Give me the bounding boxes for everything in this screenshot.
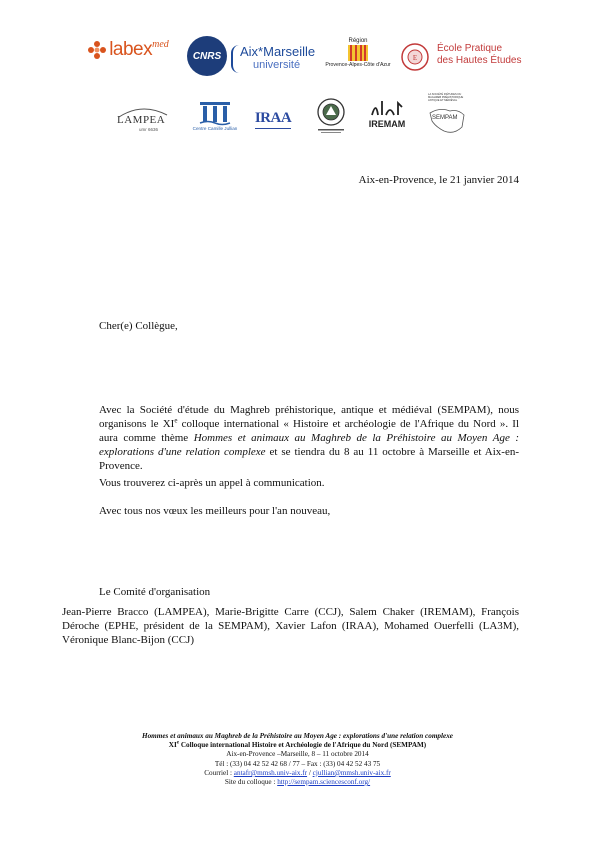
footer	[60, 732, 535, 787]
footer-site-line	[60, 778, 535, 787]
labex-med-logo	[78, 37, 178, 63]
email-antafr-link[interactable]: antafr@mmsh.univ-aix.fr	[233, 768, 308, 777]
iraa-underline	[255, 128, 291, 129]
region-line2: Provence-Alpes-Côte d'Azur	[325, 62, 391, 68]
cnrs-text: CNRS	[192, 50, 222, 62]
footer-place-dates: Aix-en-Provence –Marseille, 8 – 11 octobre 2014	[226, 750, 369, 759]
amu-logo	[231, 42, 317, 78]
footer-email-line	[60, 769, 535, 778]
footer-phone-fax: Tél : (33) 04 42 52 42 68 / 77 – Fax : (33) 04 42 52 43 75	[214, 759, 381, 768]
ephe-emblem-icon	[400, 42, 430, 72]
letter-date: Aix-en-Provence, le 21 janvier 2014	[358, 174, 519, 186]
labex-text: labex	[109, 39, 153, 60]
footer-sup: e	[176, 740, 180, 746]
footer-courriel-label: Courriel :	[204, 768, 234, 777]
signature: Le Comité d'organisation	[99, 586, 211, 598]
labex-flower-icon	[87, 40, 107, 60]
footer-colloque	[60, 741, 535, 750]
closing: Avec tous nos vœux les meilleurs pour l'an nouveau,	[99, 505, 331, 517]
sempam-text: SEMPAM	[432, 115, 458, 121]
email-cjullian-link[interactable]: cjullian@mmsh.univ-aix.fr	[312, 768, 391, 777]
sempam-top-text: LA SOCIÉTÉ D'ÉTUDES DU MAGHREB PRÉHISTORIQUE ANTIQUE ET MÉDIÉVAL	[428, 93, 464, 102]
amu-line2: université	[253, 59, 301, 71]
iraa-text: IRAA	[254, 109, 292, 126]
colloque-theme: Hommes et animaux au Maghreb de la Préhistoire au Moyen Age : explorations d'une relation complexe	[99, 432, 519, 458]
ccj-text: Centre Camille Jullian	[192, 126, 238, 131]
para1-part-c: et se tiendra du 8 au 11 octobre à Marseille et Aix-en-Provence.	[99, 446, 520, 472]
sempam-map-icon	[428, 105, 468, 137]
para1-part-a: Avec la Société d'étude du Maghreb préhistorique, antique et médiéval (SEMPAM), nous organisons le XI	[99, 404, 519, 430]
region-line1: Région	[348, 38, 368, 44]
footer-title: Hommes et animaux au Maghreb de la Préhistoire au Moyen Age : explorations d'une relation complexe	[142, 732, 453, 740]
region-flag-icon	[348, 45, 368, 61]
ephe-logo	[400, 40, 525, 74]
la3m-logo	[312, 96, 350, 136]
lampea-text: LAMPEA	[117, 114, 166, 126]
iraa-logo	[253, 104, 293, 134]
site-url-link[interactable]: http://sempam.sciencesconf.org/	[277, 778, 371, 787]
cnrs-logo	[187, 36, 227, 76]
salutation: Cher(e) Collègue,	[99, 320, 178, 332]
footer-email-sep: /	[307, 768, 313, 777]
para1-part-b: colloque international « Histoire et archéologie de l'Afrique du Nord ». Il aura comme thème	[99, 418, 520, 444]
para1-sup: e	[174, 416, 178, 425]
sempam-logo	[428, 93, 470, 139]
ccj-columns-icon	[198, 100, 232, 126]
footer-line2-b: Colloque international Histoire et Archéologie de l'Afrique du Nord (SEMPAM)	[179, 741, 427, 750]
svg-text:E: E	[412, 54, 418, 62]
amu-line1: Aix*Marseille	[240, 44, 316, 59]
iremam-calligraphy-icon	[368, 97, 406, 119]
committee-members: Jean-Pierre Bracco (LAMPEA), Marie-Brigitte Carre (CCJ), Salem Chaker (IREMAM), François Déroche (EPHE, président de la SEMPAM), Xavier Lafon (IRAA), Mohamed Ouerfelli (LA3M), Véronique Blanc-Bijon (CCJ)	[62, 606, 519, 646]
ccj-logo	[190, 100, 240, 140]
ephe-line2: des Hautes Études	[437, 55, 522, 66]
region-logo	[318, 38, 398, 78]
iremam-logo	[366, 97, 408, 137]
lampea-arc-icon	[115, 106, 170, 118]
ephe-line1: École Pratique	[437, 43, 503, 54]
iremam-text: IREMAM	[368, 119, 406, 129]
paragraph-call: Vous trouverez ci-après un appel à communication.	[99, 477, 325, 489]
lampea-sub: umr 6636	[139, 127, 159, 132]
footer-site-label: Site du colloque :	[224, 778, 278, 787]
footer-line2-a: XI	[168, 741, 177, 750]
labex-med-text: med	[152, 39, 169, 50]
la3m-emblem-icon	[312, 96, 350, 136]
lampea-logo	[115, 106, 170, 138]
paragraph-invitation	[99, 403, 519, 473]
